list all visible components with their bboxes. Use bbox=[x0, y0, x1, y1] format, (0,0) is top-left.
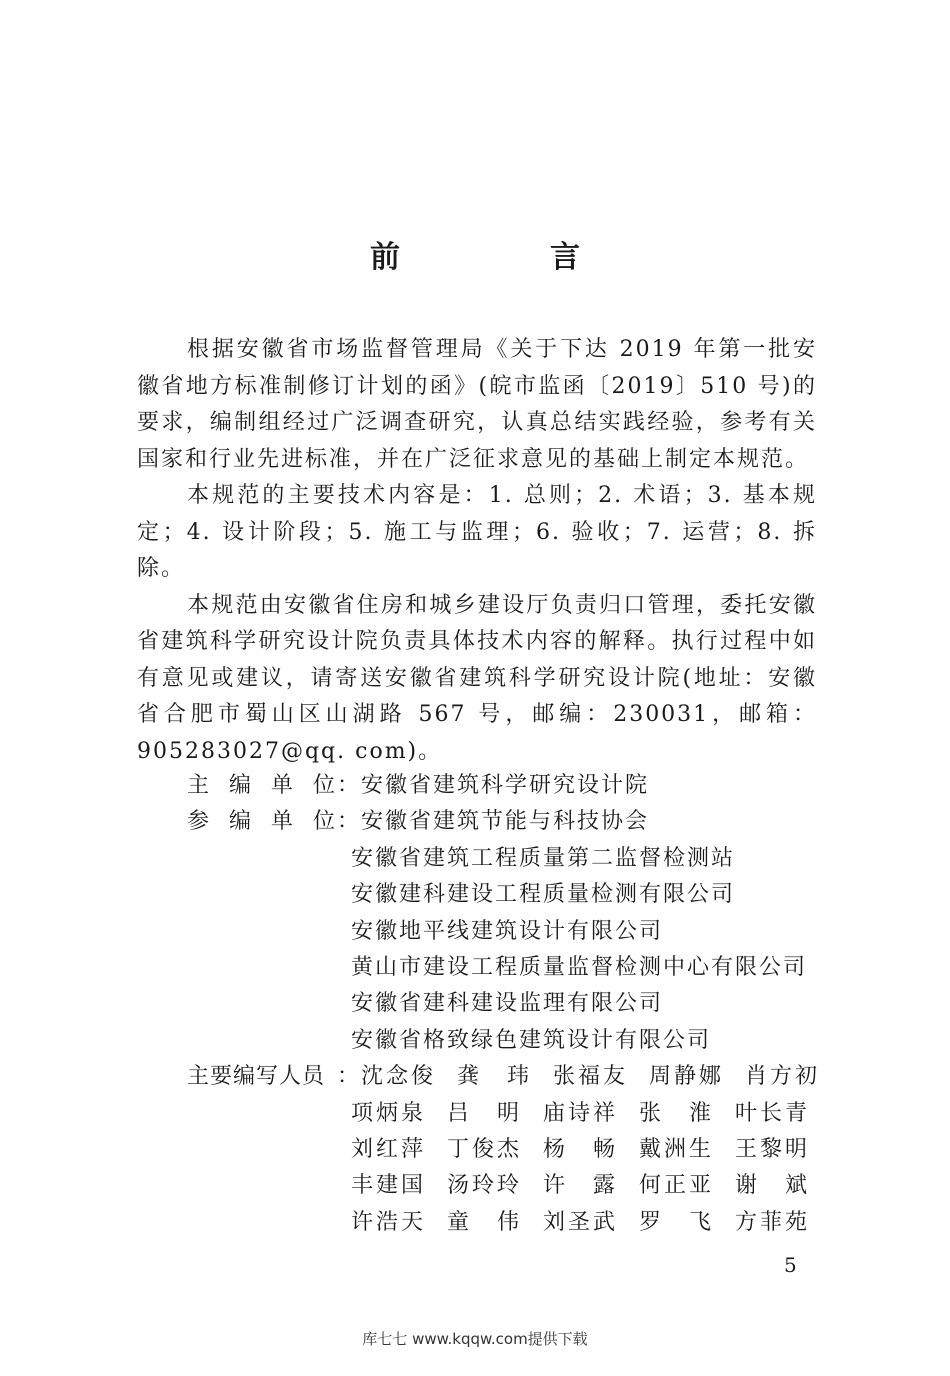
author-names bbox=[351, 1205, 831, 1241]
participating-unit-row bbox=[187, 841, 827, 877]
participating-unit-name: 安徽省建科建设监理有限公司 bbox=[351, 991, 664, 1017]
author-row bbox=[187, 1096, 827, 1132]
author-name: 丰建国 bbox=[351, 1173, 423, 1199]
author-name: 庙诗祥 bbox=[543, 1100, 615, 1126]
chief-unit-row bbox=[187, 768, 827, 804]
author-name: 刘红萍 bbox=[351, 1137, 423, 1163]
author-name: 刘圣武 bbox=[543, 1209, 615, 1235]
colon: ： bbox=[337, 809, 362, 835]
author-row bbox=[187, 1059, 827, 1095]
author-name: 许浩天 bbox=[351, 1209, 423, 1235]
participating-unit-name: 安徽省建筑节能与科技协会 bbox=[361, 809, 650, 835]
paragraph-contents: 本规范的主要技术内容是：1. 总则；2. 术语；3. 基本规定；4. 设计阶段；5. 施工与监理；6. 验收；7. 运营；8. 拆除。 bbox=[137, 483, 817, 581]
author-name: 丁俊杰 bbox=[447, 1137, 519, 1163]
author-name: 沈念俊 bbox=[361, 1064, 434, 1090]
author-name: 戴洲生 bbox=[639, 1137, 711, 1163]
author-row bbox=[187, 1205, 827, 1241]
author-names bbox=[351, 1168, 831, 1204]
author-name: 张福友 bbox=[553, 1064, 626, 1090]
preface-body bbox=[137, 332, 817, 770]
author-name: 许露 bbox=[543, 1173, 615, 1199]
author-name: 杨畅 bbox=[543, 1137, 615, 1163]
author-name: 肖方初 bbox=[745, 1064, 818, 1090]
participating-unit-row bbox=[187, 914, 827, 950]
participating-unit-row bbox=[187, 986, 827, 1022]
author-name: 谢斌 bbox=[735, 1173, 807, 1199]
page-title: 前 言 bbox=[370, 240, 640, 275]
author-name: 周静娜 bbox=[649, 1064, 722, 1090]
participating-unit-name: 安徽省建筑工程质量第二监督检测站 bbox=[351, 845, 736, 871]
author-name: 叶长青 bbox=[735, 1100, 807, 1126]
paragraph-basis: 根据安徽省市场监督管理局《关于下达 2019 年第一批安徽省地方标准制修订计划的函》(皖市监函〔2019〕510 号)的要求，编制组经过广泛调查研究，认真总结实践经验，参考有关国家和行业先进标准，并在广泛征求意见的基础上制定本规范。 bbox=[137, 337, 817, 472]
participating-unit-row bbox=[187, 950, 827, 986]
chief-unit-label: 主编单位 bbox=[187, 773, 337, 798]
participating-unit-name: 安徽省格致绿色建筑设计有限公司 bbox=[351, 1027, 712, 1053]
participating-unit-name: 黄山市建设工程质量监督检测中心有限公司 bbox=[351, 955, 808, 981]
participating-unit-row bbox=[187, 804, 827, 840]
author-name: 龚玮 bbox=[457, 1064, 530, 1090]
paragraph-management: 本规范由安徽省住房和城乡建设厅负责归口管理，委托安徽省建筑科学研究设计院负责具体技术内容的解释。执行过程中如有意见或建议，请寄送安徽省建筑科学研究设计院(地址：安徽省合肥市蜀山区山湖路 567 号，邮编：230031，邮箱：905283027@qq. com)。 bbox=[137, 592, 817, 764]
participating-unit-name: 安徽地平线建筑设计有限公司 bbox=[351, 918, 664, 944]
drafting-units bbox=[187, 768, 827, 1241]
download-footer: 库七七 www.kqqw.com提供下载 bbox=[362, 1330, 588, 1348]
author-name: 方菲苑 bbox=[735, 1209, 807, 1235]
page-number: 5 bbox=[784, 1253, 797, 1277]
colon: ： bbox=[337, 773, 362, 798]
author-names bbox=[351, 1132, 831, 1168]
author-name: 汤玲玲 bbox=[447, 1173, 519, 1199]
chief-unit-name: 安徽省建筑科学研究设计院 bbox=[361, 773, 650, 798]
author-names bbox=[361, 1059, 841, 1095]
participating-unit-row bbox=[187, 1023, 827, 1059]
participating-unit-name: 安徽建科建设工程质量检测有限公司 bbox=[351, 882, 736, 908]
author-row bbox=[187, 1168, 827, 1204]
author-name: 罗飞 bbox=[639, 1209, 711, 1235]
author-name: 项炳泉 bbox=[351, 1100, 423, 1126]
author-name: 吕明 bbox=[447, 1100, 519, 1126]
author-row bbox=[187, 1132, 827, 1168]
participating-unit-row bbox=[187, 877, 827, 913]
author-name: 王黎明 bbox=[735, 1137, 807, 1163]
author-name: 何正亚 bbox=[639, 1173, 711, 1199]
authors-label: 主要编写人员 bbox=[187, 1064, 326, 1090]
author-names bbox=[351, 1096, 831, 1132]
colon: ： bbox=[337, 1064, 362, 1090]
author-name: 童伟 bbox=[447, 1209, 519, 1235]
participating-unit-label: 参编单位 bbox=[187, 809, 337, 835]
author-name: 张淮 bbox=[639, 1100, 711, 1126]
